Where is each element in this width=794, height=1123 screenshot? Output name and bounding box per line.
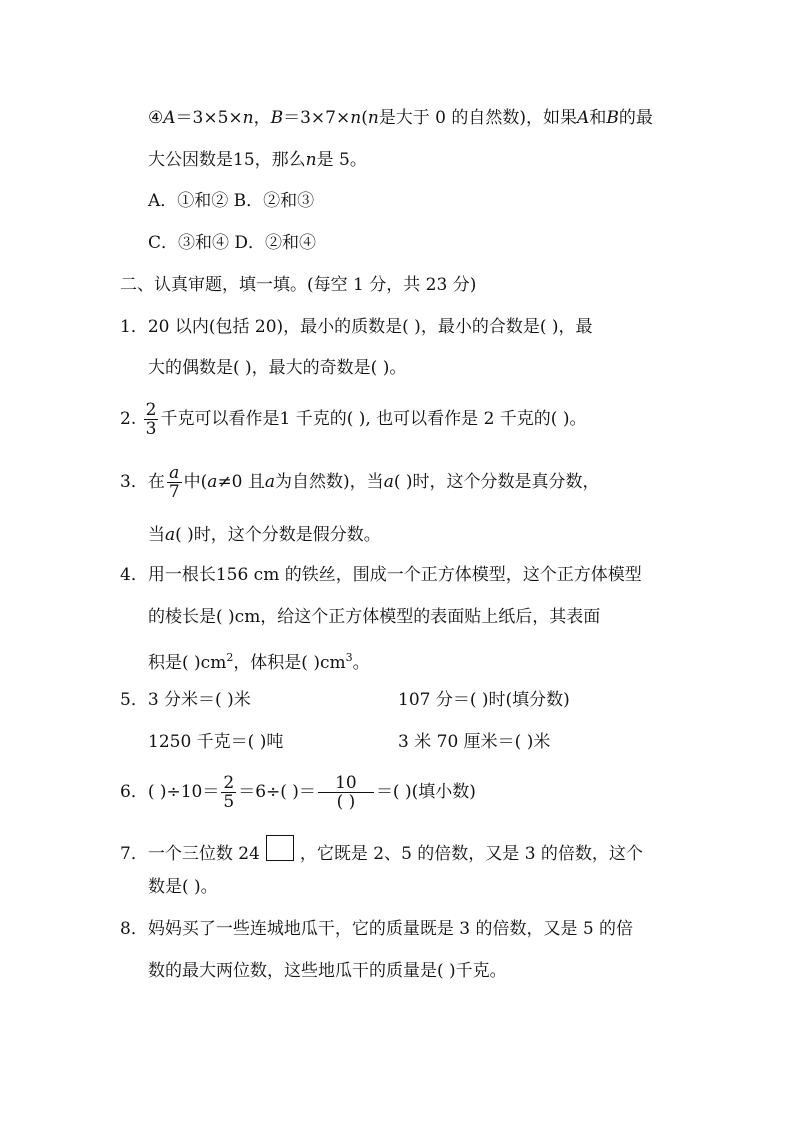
question-5b: 107 分＝( )时(填分数) — [398, 690, 570, 710]
question-4-line3: 积是( )$cm^2$，体积是( )$cm^3$。 — [148, 651, 370, 673]
fraction-two-thirds: $\frac{2}{3}$ — [145, 400, 157, 439]
question-5a: 5．3 分米＝( )米 — [120, 690, 251, 710]
question-3-line2: 当a( )时，这个分数是假分数。 — [148, 525, 381, 545]
fraction-two-fifths: $\frac{2}{5}$ — [223, 773, 235, 812]
prev-options-2: C．③和④ D．②和④ — [148, 233, 317, 253]
question-4-line2: 的棱长是( )cm，给这个正方体模型的表面贴上纸后，其表面 — [148, 607, 601, 627]
prev-options-1: A．①和② B．②和③ — [148, 191, 315, 211]
prev-item-4-line1: ④A＝3×5×n，B＝3×7×n(n是大于 0 的自然数)，如果A和B的最 — [148, 108, 653, 128]
question-5c: 1250 千克＝( )吨 — [148, 732, 284, 752]
blank-digit-box[interactable] — [266, 835, 294, 861]
question-8-line1: 8．妈妈买了一些连城地瓜干，它的质量既是 3 的倍数，又是 5 的倍 — [120, 919, 634, 939]
section-heading: 二、认真审题，填一填。(每空 1 分，共 23 分) — [120, 275, 477, 295]
fraction-a-over-7: $\frac{a}{7}$ — [168, 463, 180, 502]
question-8-line2: 数的最大两位数，这些地瓜干的质量是( )千克。 — [148, 961, 507, 981]
question-1-line1: 1．20 以内(包括 20)，最小的质数是( )，最小的合数是( )，最 — [120, 317, 593, 337]
question-2: 2. $\frac{2}{3}$ 千克可以看作是1 千克的( ), 也可以看作是 2 千克的( )。 — [120, 400, 587, 439]
question-5d: 3 米 70 厘米＝( )米 — [398, 732, 551, 752]
question-4-line1: 4．用一根长156 cm 的铁丝，围成一个正方体模型，这个正方体模型 — [120, 565, 642, 585]
fraction-ten-over-blank: $\frac{10}{( )}$ — [318, 774, 374, 811]
question-6: 6．( )÷10＝ $\frac{2}{5}$ ＝6÷( )＝ $\frac{10}{( )}$ ＝( )(填小数) — [120, 773, 476, 812]
prev-item-4-line2: 大公因数是15，那么n是 5。 — [148, 150, 367, 170]
question-7-line1: 7．一个三位数 24 ，它既是 2、5 的倍数，又是 3 的倍数，这个 — [120, 841, 643, 867]
question-3-line1: 3．在 $\frac{a}{7}$ 中(a≠0 且a为自然数)，当a( )时，这个分数是真分数， — [120, 463, 600, 502]
question-1-line2: 大的偶数是( )，最大的奇数是( )。 — [148, 358, 407, 378]
question-7-line2: 数是( )。 — [148, 877, 218, 897]
